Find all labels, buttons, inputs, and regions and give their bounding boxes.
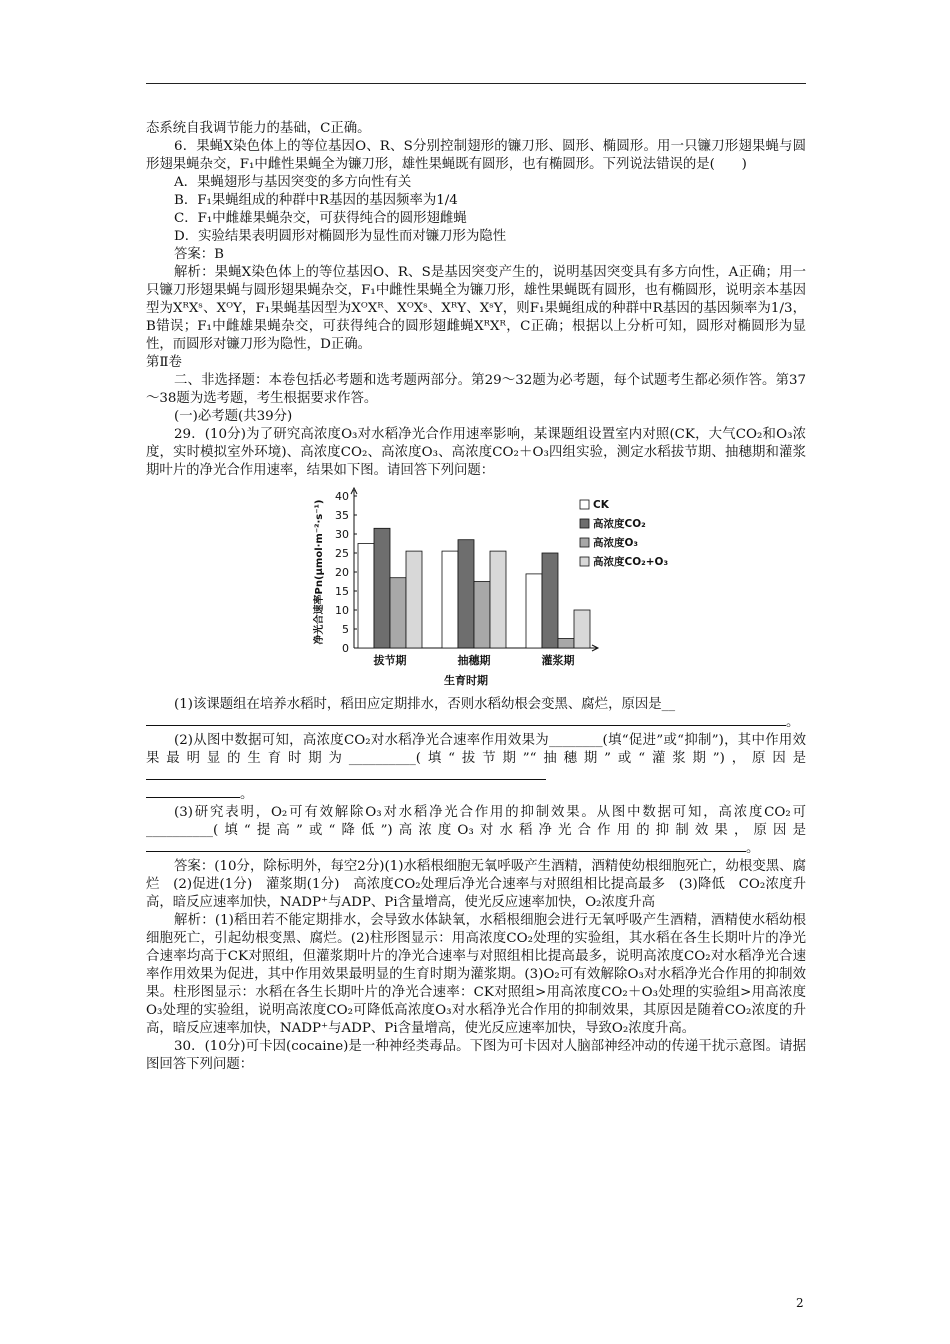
question-29-part-2-end: 。: [146, 786, 806, 804]
required-section-heading: (一)必考题(共39分): [174, 409, 293, 424]
x-tick-label: 抽穗期: [457, 654, 491, 667]
chart-svg: [308, 486, 668, 692]
x-tick-label: 拔节期: [373, 654, 407, 667]
y-tick-label: 5: [342, 623, 349, 636]
page-content: [146, 120, 806, 1074]
question-6-analysis: 解析：果蝇X染色体上的等位基因O、R、S是基因突变产生的，说明基因突变具有多方向性，A正确；用一只镰刀形翅果蝇与圆形翅果蝇杂交，F₁中雌性果蝇全为镰刀形，雄性果蝇既有圆形，也有椭圆形，说明亲本基因型为XᴿXˢ、XᴼY，F₁果蝇基因型为XᴼXᴿ、XᴼXˢ、XᴿY、XˢY，则F₁果蝇组成的种群中R基因的基因频率为1/3，B错误；F₁中雌雄果蝇杂交，可获得纯合的圆形翅雌蝇XᴿXᴿ，C正确；根据以上分析可知，圆形对椭圆形为显性，而圆形对镰刀形为隐性，D正确。: [146, 265, 806, 352]
bar: [442, 551, 458, 648]
page-number: 2: [796, 1296, 804, 1310]
bar: [406, 551, 422, 648]
question-6-option-a: A．果蝇翅形与基因突变的多方向性有关: [174, 175, 412, 190]
question-6-stem: 6．果蝇X染色体上的等位基因O、R、S分别控制翅形的镰刀形、圆形、椭圆形。用一只镰刀形翅果蝇与圆形翅果蝇杂交，F₁中雌性果蝇全为镰刀形，雄性果蝇既有圆形，也有椭圆形。下列说法错误的是( ): [146, 139, 806, 172]
legend-swatch: [580, 557, 589, 566]
legend-swatch: [580, 538, 589, 547]
bar: [558, 639, 574, 649]
bar: [458, 540, 474, 648]
bar: [374, 528, 390, 648]
legend-swatch: [580, 500, 589, 509]
bar: [490, 551, 506, 648]
legend-label: 高浓度CO₂: [593, 518, 646, 530]
question-29-part-2: (2)从图中数据可知，高浓度CO₂对水稻净光合速率作用效果为________(填“促进”或“抑制”)，其中作用效果最明显的生育时期为__________(填“拔节期”“抽穗期”或“灌浆期”)，原因是: [146, 732, 806, 786]
x-axis-label: 生育时期: [444, 674, 488, 687]
question-29-part-1-end: 。: [146, 714, 806, 732]
y-tick-label: 30: [335, 528, 349, 541]
y-tick-label: 0: [342, 642, 349, 655]
volume-2-heading: 第Ⅱ卷: [146, 355, 182, 370]
bar: [526, 574, 542, 648]
question-6-option-b: B．F₁果蝇组成的种群中R基因的基因频率为1/4: [174, 193, 458, 208]
y-axis-label: 净光合速率Pn(μmol·m⁻²·s⁻¹): [314, 499, 325, 645]
bar-chart: [146, 486, 806, 696]
paragraph-continuation: 态系统自我调节能力的基础，C正确。: [146, 121, 371, 136]
bar: [390, 578, 406, 648]
question-6-answer: 答案：B: [174, 247, 225, 262]
legend-label: 高浓度CO₂+O₃: [593, 556, 668, 568]
question-29-part-3: (3)研究表明，O₂可有效解除O₃对水稻净光合作用的抑制效果。从图中数据可知，高浓度CO₂可__________(填“提高”或“降低”)高浓度O₃对水稻净光合作用的抑制效果，原因是。: [146, 805, 806, 856]
question-6-option-d: D．实验结果表明圆形对椭圆形为显性而对镰刀形为隐性: [174, 229, 507, 244]
y-tick-label: 10: [335, 604, 349, 617]
y-tick-label: 35: [335, 509, 349, 522]
y-tick-label: 40: [335, 490, 349, 503]
header-rule: [146, 83, 806, 84]
question-29-analysis: 解析：(1)稻田若不能定期排水，会导致水体缺氧，水稻根细胞会进行无氧呼吸产生酒精，酒精使水稻幼根细胞死亡，引起幼根变黑、腐烂。(2)柱形图显示：用高浓度CO₂处理的实验组，其水稻在各生长期叶片的净光合速率均高于CK对照组，但灌浆期叶片的净光合速率与对照组相比提高最多，说明高浓度CO₂对水稻净光合速率作用效果为促进，其中作用效果最明显的生育时期为灌浆期。(3)O₂可有效解除O₃对水稻净光合作用的抑制效果。柱形图显示：水稻在各生长期叶片的净光合速率：CK对照组>用高浓度CO₂＋O₃处理的实验组>用高浓度O₃处理的实验组，说明高浓度CO₂可降低高浓度O₃对水稻净光合作用的抑制效果，其原因是随着CO₂浓度的升高，暗反应速率加快，NADP⁺与ADP、Pi含量增高，使光反应速率加快，导致O₂浓度升高。: [146, 913, 806, 1036]
question-6-option-c: C．F₁中雌雄果蝇杂交，可获得纯合的圆形翅雌蝇: [174, 211, 467, 226]
bar: [574, 610, 590, 648]
x-tick-label: 灌浆期: [541, 654, 575, 667]
y-tick-label: 25: [335, 547, 349, 560]
bar: [474, 582, 490, 649]
question-29-answer: 答案：(10分，除标明外，每空2分)(1)水稻根细胞无氧呼吸产生酒精，酒精使幼根细胞死亡，幼根变黑、腐烂 (2)促进(1分) 灌浆期(1分) 高浓度CO₂处理后净光合速率与对照组相比提高最多 (3)降低 CO₂浓度升高，暗反应速率加快，NADP⁺与ADP、Pi含量增高，使光反应速率加快，O₂浓度升高: [146, 859, 806, 910]
y-tick-label: 20: [335, 566, 349, 579]
legend-swatch: [580, 519, 589, 528]
part-2-instructions: 二、非选择题：本卷包括必考题和选考题两部分。第29～32题为必考题，每个试题考生都必须作答。第37～38题为选考题，考生根据要求作答。: [146, 373, 806, 406]
bar: [542, 553, 558, 648]
question-29-part-1: (1)该课题组在培养水稻时，稻田应定期排水，否则水稻幼根会变黑、腐烂，原因是__: [174, 697, 676, 712]
question-29-stem: 29．(10分)为了研究高浓度O₃对水稻净光合作用速率影响，某课题组设置室内对照(CK，大气CO₂和O₃浓度，实时模拟室外环境)、高浓度CO₂、高浓度O₃、高浓度CO₂＋O₃四组实验，测定水稻拔节期、抽穗期和灌浆期叶片的净光合作用速率，结果如下图。请回答下列问题：: [146, 427, 806, 478]
question-30-stem: 30．(10分)可卡因(cocaine)是一种神经类毒品。下图为可卡因对人脑部神经冲动的传递干扰示意图。请据图回答下列问题：: [146, 1039, 806, 1072]
y-tick-label: 15: [335, 585, 349, 598]
legend-label: CK: [593, 499, 609, 511]
legend-label: 高浓度O₃: [593, 537, 639, 549]
bar: [358, 544, 374, 649]
